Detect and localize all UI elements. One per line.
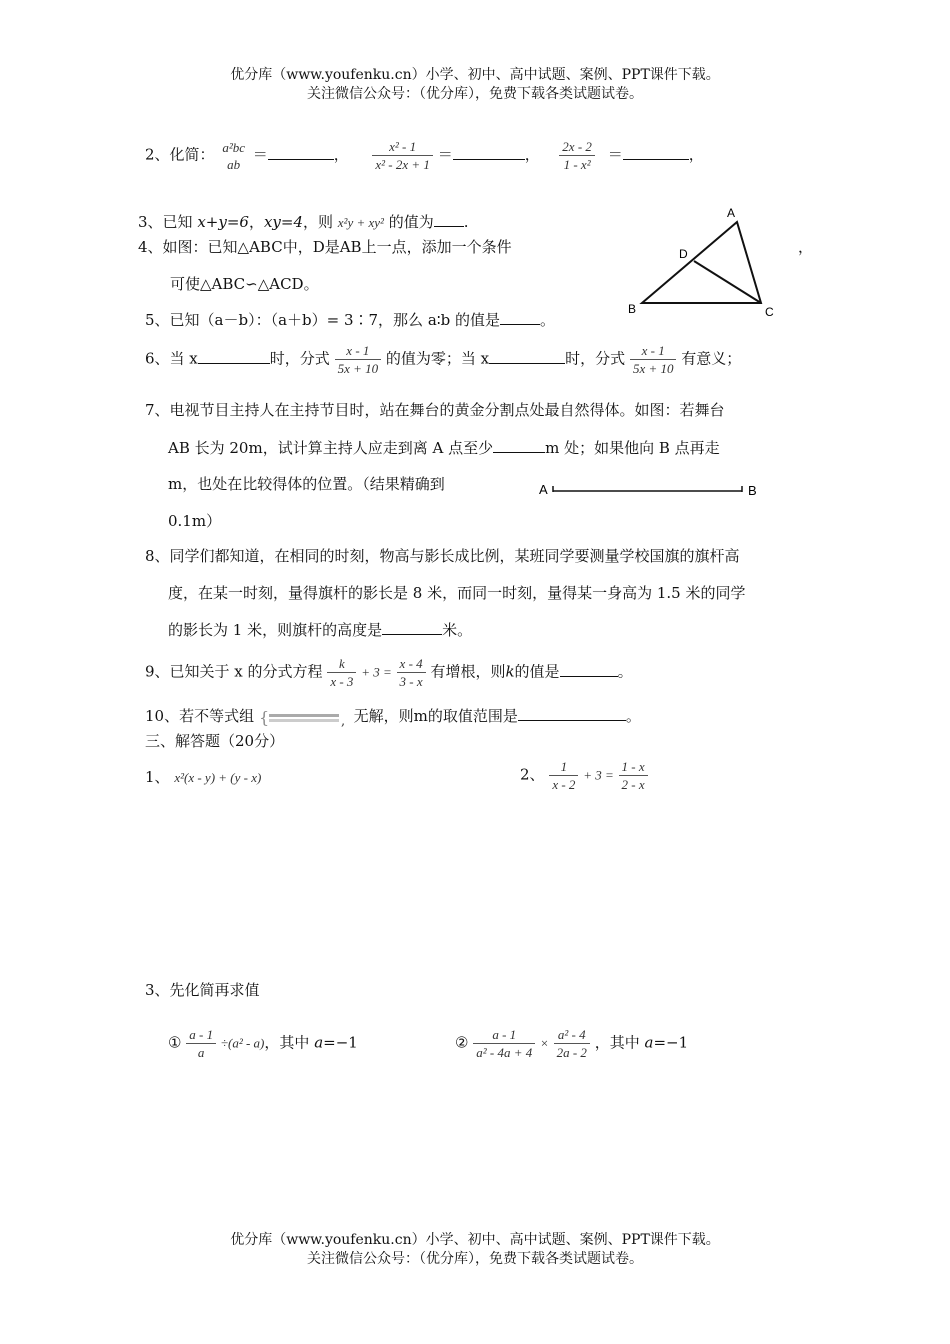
question-7-line-4: 0.1m） [168,512,222,530]
stage-ab-figure [535,478,765,502]
q10-answer-blank[interactable] [518,706,626,721]
q8-answer-blank[interactable] [382,620,442,635]
stage-label-b: B [748,483,757,498]
q5-answer-blank[interactable] [500,310,540,325]
q2-answer-blank-1[interactable] [268,145,334,160]
q9-fraction-2: $\frac{x - 4}{3 - x}$ [397,655,426,690]
label-c: C [765,305,774,319]
question-4-line-2: 可使△ABC∽△ACD。 [170,275,319,293]
question-10: 10、若不等式组 { , 无解，则m的取值范围是 。 [145,707,641,727]
problem-1: 1、 x²(x - y) + (y - x) [145,768,262,786]
question-7-line-3: m，也处在比较得体的位置。（结果精确到 [168,475,445,493]
problem-2-fraction-2: $\frac{1 - x}{2 - x}$ [619,758,648,793]
stage-label-a: A [539,482,548,497]
label-b: B [628,302,637,316]
question-8-line-1: 8、同学们都知道，在相同的时刻，物高与影长成比例，某班同学要测量学校国旗的旗杆高 [145,547,740,565]
problem-3-1-fraction: $\frac{a - 1}{a}$ [186,1026,216,1061]
q3-answer-blank[interactable] [434,212,464,227]
question-6: 6、当 x 时，分式 $\frac{x - 1}{5x + 10}$ 的值为零；当 x 时，分式 $\frac{x - 1}{5x + 10}$ 有意义； [145,343,742,376]
question-7-line-1: 7、电视节目主持人在主持节目时，站在舞台的黄金分割点处最自然得体。如图：若舞台 [145,401,725,419]
page-header [0,66,950,104]
inequality-system-image [259,709,349,725]
q3-expression: x²y + xy² [337,215,384,230]
problem-3-title: 3、先化简再求值 [145,981,260,999]
header-line-2: 关注微信公众号：（优分库），免费下载各类试题试卷。 [307,86,643,102]
label-a: A [727,206,736,220]
problem-3-2-fraction-1: $\frac{a - 1}{\text{a² - 4a + 4}}$ [473,1026,535,1061]
header-line-1: 优分库（www.youfenku.cn）小学、初中、高中试题、案例、PPT课件下载。 [230,67,720,83]
q2-fraction-2: $\frac{\text{x² - 1}}{\text{x² - 2x + 1}}$ [372,138,433,173]
triangle-figure [620,200,790,325]
problem-2-fraction-1: $\frac{1}{x - 2}$ [549,758,578,793]
problem-3-part-1: ① $\frac{a - 1}{a}$ ÷(a² - a)，其中 a=−1 [168,1027,358,1060]
q9-fraction-1: $\frac{k}{x - 3}$ [327,655,356,690]
question-9: 9、已知关于 x 的分式方程 $\frac{k}{x - 3}$ + 3 = $\frac{x - 4}{3 - x}$ 有增根，则k的值是 。 [145,656,633,689]
question-4-line-1: 4、如图：已知△ABC中，D是AB上一点，添加一个条件 [138,238,512,256]
footer-line-1: 优分库（www.youfenku.cn）小学、初中、高中试题、案例、PPT课件下载。 [230,1232,720,1248]
q2-fraction-1: a²bc ab [222,139,245,172]
q2-fraction-3: $\frac{2x - 2}{\text{1 - x²}}$ [559,138,595,173]
question-3: 3、已知 x+y=6，xy=4，则 x²y + xy² 的值为 . [138,213,469,231]
question-7-line-2: AB 长为 20m，试计算主持人应走到离 A 点至少 m 处；如果他向 B 点再走 [168,439,720,457]
q6-fraction-2: $\frac{x - 1}{5x + 10}$ [630,342,677,377]
q6-fraction-1: $\frac{x - 1}{5x + 10}$ [335,342,382,377]
problem-3-2-fraction-2: $\frac{\text{a² - 4}}{2a - 2}$ [554,1026,590,1061]
q2-answer-blank-2[interactable] [453,145,525,160]
q9-answer-blank[interactable] [560,662,618,677]
q2-label: 2、化简： [145,145,215,164]
question-4-comma: ， [798,238,814,256]
q7-answer-blank[interactable] [493,438,545,453]
question-5: 5、已知（a－b）：（a＋b）= 3∶7，那么 a∶b 的值是 。 [145,311,556,329]
q2-answer-blank-3[interactable] [623,145,689,160]
svg-text:{: { [258,709,270,727]
section-3-title: 三、解答题（20分） [145,732,285,750]
problem-3-part-2: ② $\frac{a - 1}{\text{a² - 4a + 4}}$ × $\frac{\text{a² - 4}}{2a - 2}$ ，其中 a=−1 [455,1027,689,1060]
page-footer [0,1231,950,1269]
footer-line-2: 关注微信公众号：（优分库），免费下载各类试题试卷。 [307,1251,643,1267]
question-2: 2、化简： a²bc ab ＝ ， $\frac{\text{x² - 1}}{\text{x² - 2x + 1}}$ ＝ ， $\frac{2x - 2}{\text{1 - x²}}$ ＝ ， [145,139,704,172]
problem-2: 2、 $\frac{1}{x - 2}$ + 3 = $\frac{1 - x}{2 - x}$ [520,758,648,793]
question-8-line-2: 度，在某一时刻，量得旗杆的影长是 8 米，而同一时刻，量得某一身高为 1.5 米的同学 [168,584,746,602]
svg-text:,: , [340,714,346,727]
problem-1-expression: x²(x - y) + (y - x) [174,770,262,785]
question-8-line-3: 的影长为 1 米，则旗杆的高度是 米。 [168,621,473,639]
q6-answer-blank-1[interactable] [198,349,270,364]
q6-answer-blank-2[interactable] [489,349,565,364]
label-d: D [679,247,688,261]
